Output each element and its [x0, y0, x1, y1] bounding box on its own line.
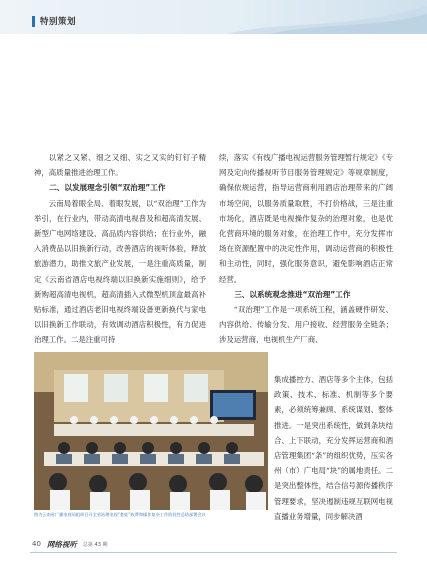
- page-footer: [32, 538, 107, 550]
- section-marker: [32, 16, 35, 27]
- meeting-photo: [34, 352, 268, 510]
- section-title: 特别策划: [40, 17, 77, 27]
- meeting-photo-illustration: [34, 352, 268, 510]
- right-paragraph-2: “双治理”工作是一项系统工程，涵盖硬件研发、内容供给、传输分发、用户接收、经营服务全链条；涉及运营商、电视机生产厂商、: [219, 305, 393, 345]
- right-paragraph-2-continued: 集成播控方、酒店等多个主体，包括政策、技术、标准、机制等多个要素，必须统筹兼顾、系统谋划、整体推进。一是突出系统性，做到条块结合、上下联动，充分发挥运营商和酒店管理集团“条”的组织优势，压实各州（市）广电局“块”的属地责任。二是突出整体性，结合信号源传播秩序管理要求，坚决遏制违规互联网电视直播业务增量，同步解决酒: [274, 375, 393, 521]
- section-heading-2: 二、以发展理念引领“双治理”工作: [49, 183, 166, 193]
- decorative-wave: [227, 0, 427, 34]
- left-paragraph-2: 云南局着眼全局、着眼发展，以“双治理”工作为举引，在行业内，带动高清电视普及和超高清发展、新型广电网络建设、高品质内容供给；在行业外，融入消费品以旧换新行动，改善酒店的视听体验，释放旅游潜力，助推文旅产业发展，一是注重高质量，制定《云南省酒店电视终端以旧换新实施细则》，给予新购超高清电视机，超高清插入式微型机顶盒最高补贴标准，通过酒店老旧电视终端设备更新换代与家电以旧换新工作联动，有效调动酒店积极性，有力促进治理工作。二是注重可持: [34, 198, 206, 345]
- magazine-name: 网络视听: [46, 539, 77, 549]
- photo-caption: 图为云南省广播电视局组织召开全省治理电视“套娃”收费和操作复杂工作阶段性总结部署会议: [34, 512, 206, 517]
- right-column-narrow: [274, 372, 393, 524]
- page-number: 40: [32, 540, 41, 548]
- right-column: [219, 150, 393, 348]
- issue-number: 总第 43 期: [82, 541, 108, 548]
- section-header: [32, 14, 76, 28]
- right-paragraph-1: 续，落实《有线广播电视运营服务管理暂行规定》《专网及定向传播视听节目服务管理规定》等规章制度，确保依规运营，指导运营商利用酒店治理带来的广阔市场空间，以服务质量取胜，不打价格战，三是注重市场化，酒店既是电视操作复杂的治理对象，也是优化营商环境的服务对象，在治理工作中，充分发挥市场在资源配置中的决定性作用，调动运营商的积极性和主动性，同时，强化服务意识，避免影响酒店正常经营。: [219, 153, 393, 284]
- section-heading-3: 三、以系统观念推进“双治理”工作: [234, 289, 351, 299]
- footer-divider: [30, 552, 397, 553]
- left-paragraph-1: 以紧之又紧、细之又细、实之又实的钉钉子精神，高质量推进治理工作。: [34, 153, 206, 178]
- left-column: [34, 150, 206, 348]
